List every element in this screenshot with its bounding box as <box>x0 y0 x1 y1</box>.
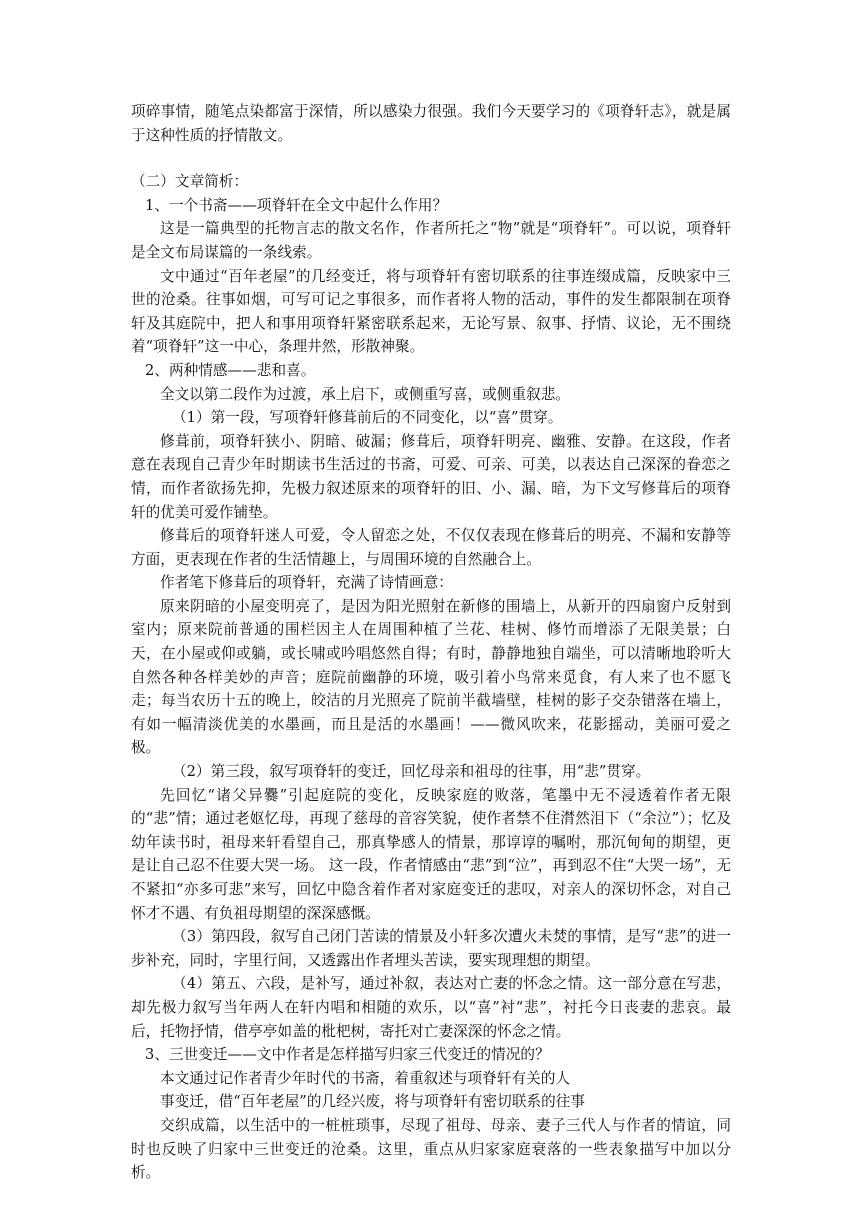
paragraph: 这是一篇典型的托物言志的散文名作，作者所托之“物”就是“项脊轩”。可以说，项脊轩是全文布局谋篇的一条线索。 <box>131 220 731 261</box>
sub-heading-1: （1）第一段，写项脊轩修葺前后的不同变化，以“喜”贯穿。 <box>172 409 563 427</box>
sub-paragraph-3: （3）第四段，叙写自己闭门苦读的情景及小轩多次遭火未焚的事情，是写“悲”的进一步补充，同时，字里行间，又透露出作者埋头苦读，要实现理想的期望。 <box>131 928 731 969</box>
paragraph: 全文以第二段作为过渡，承上启下，或侧重写喜，或侧重叙悲。 <box>160 385 571 403</box>
point-2-heading: 2、两种情感——悲和喜。 <box>145 361 316 379</box>
paragraph-line: 本文通过记作者青少年时代的书斋，着重叙述与项脊轩有关的人 <box>160 1069 571 1087</box>
paragraph: 修葺后的项脊轩迷人可爱，令人留恋之处，不仅仅表现在修葺后的明亮、不漏和安静等方面，更表现在作者的生活情趣上，与周围环境的自然融合上。 <box>131 527 731 568</box>
point-3-heading: 3、三世变迁——文中作者是怎样描写归家三代变迁的情况的？ <box>145 1046 550 1064</box>
paragraph: 修葺前，项脊轩狭小、阴暗、破漏；修葺后，项脊轩明亮、幽雅、安静。在这段，作者意在表现自己青少年时期读书生活过的书斋，可爱、可亲、可美，以表达自己深深的眷恋之情，而作者欲扬先抑，先极力叙述原来的项脊轩的旧、小、漏、暗，为下文写修葺后的项脊轩的优美可爱作铺垫。 <box>131 432 731 521</box>
paragraph: 先回忆“诸父异爨”引起庭院的变化，反映家庭的败落，笔墨中无不浸透着作者无限的“悲”情；通过老妪忆母，再现了慈母的音容笑貌，使作者禁不住潸然泪下（“余泣”）；忆及幼年读书时，祖母来轩看望自己，那真挚感人的情景，那谆谆的嘱咐，那沉甸甸的期望，更是让自己忍不住要大哭一场。 这一段，作者情感由“悲”到“泣”，再到忍不住“大哭一场”，无不紧扣“亦多可悲”来写，回忆中隐含着作者对家庭变迁的悲叹，对亲人的深切怀念，对自己怀才不遇、有负祖母期望的深深感慨。 <box>131 786 731 922</box>
blank-line <box>131 147 731 170</box>
document-page <box>131 100 731 1185</box>
paragraph: 文中通过“百年老屋”的几经变迁，将与项脊轩有密切联系的往事连缀成篇，反映家中三世的沧桑。往事如烟，可写可记之事很多，而作者将人物的活动，事件的发生都限制在项脊轩及其庭院中，把人和事用项脊轩紧密联系起来，无论写景、叙事、抒情、议论，无不围绕着“项脊轩”这一中心，条理井然，形散神聚。 <box>131 267 731 356</box>
intro-paragraph: 项碎事情，随笔点染都富于深情，所以感染力很强。我们今天要学习的《项脊轩志》，就是属于这种性质的抒情散文。 <box>131 103 731 144</box>
paragraph-line: 事变迁，借“百年老屋”的几经兴废，将与项脊轩有密切联系的往事 <box>160 1093 586 1111</box>
sub-heading-2: （2）第三段，叙写项脊轩的变迁，回忆母亲和祖母的往事，用“悲”贯穿。 <box>172 763 651 781</box>
paragraph: 原来阴暗的小屋变明亮了，是因为阳光照射在新修的围墙上，从新开的四扇窗户反射到室内；原来院前普通的围栏因主人在周围种植了兰花、桂树、修竹而增添了无限美景；白天，在小屋或仰或躺，或长啸或吟唱悠然自得；有时，静静地独自端坐，可以清晰地聆听大自然各种各样美妙的声音；庭院前幽静的环境，吸引着小鸟常来觅食，有人来了也不愿飞走；每当农历十五的晚上，皎洁的月光照亮了院前半截墙壁，桂树的影子交杂错落在墙上，有如一幅清淡优美的水墨画，而且是活的水墨画！——微风吹来，花影摇动，美丽可爱之极。 <box>131 597 731 757</box>
paragraph: 作者笔下修葺后的项脊轩，充满了诗情画意： <box>160 574 453 592</box>
sub-paragraph-4: （4）第五、六段，是补写，通过补叙，表达对亡妻的怀念之情。这一部分意在写悲，却先极力叙写当年两人在轩内唱和相随的欢乐，以“喜”衬“悲”，衬托今日丧妻的悲哀。最后，托物抒情，借亭亭如盖的枇杷树，寄托对亡妻深深的怀念之情。 <box>131 975 731 1040</box>
section-heading: （二）文章简析： <box>131 173 249 191</box>
paragraph: 交织成篇，以生活中的一桩桩琐事，尽现了祖母、母亲、妻子三代人与作者的情谊，同时也反映了归家中三世变迁的沧桑。这里，重点从归家家庭衰落的一些表象描写中加以分析。 <box>131 1116 731 1182</box>
point-1-heading: 1、一个书斋——项脊轩在全文中起什么作用？ <box>145 196 448 214</box>
